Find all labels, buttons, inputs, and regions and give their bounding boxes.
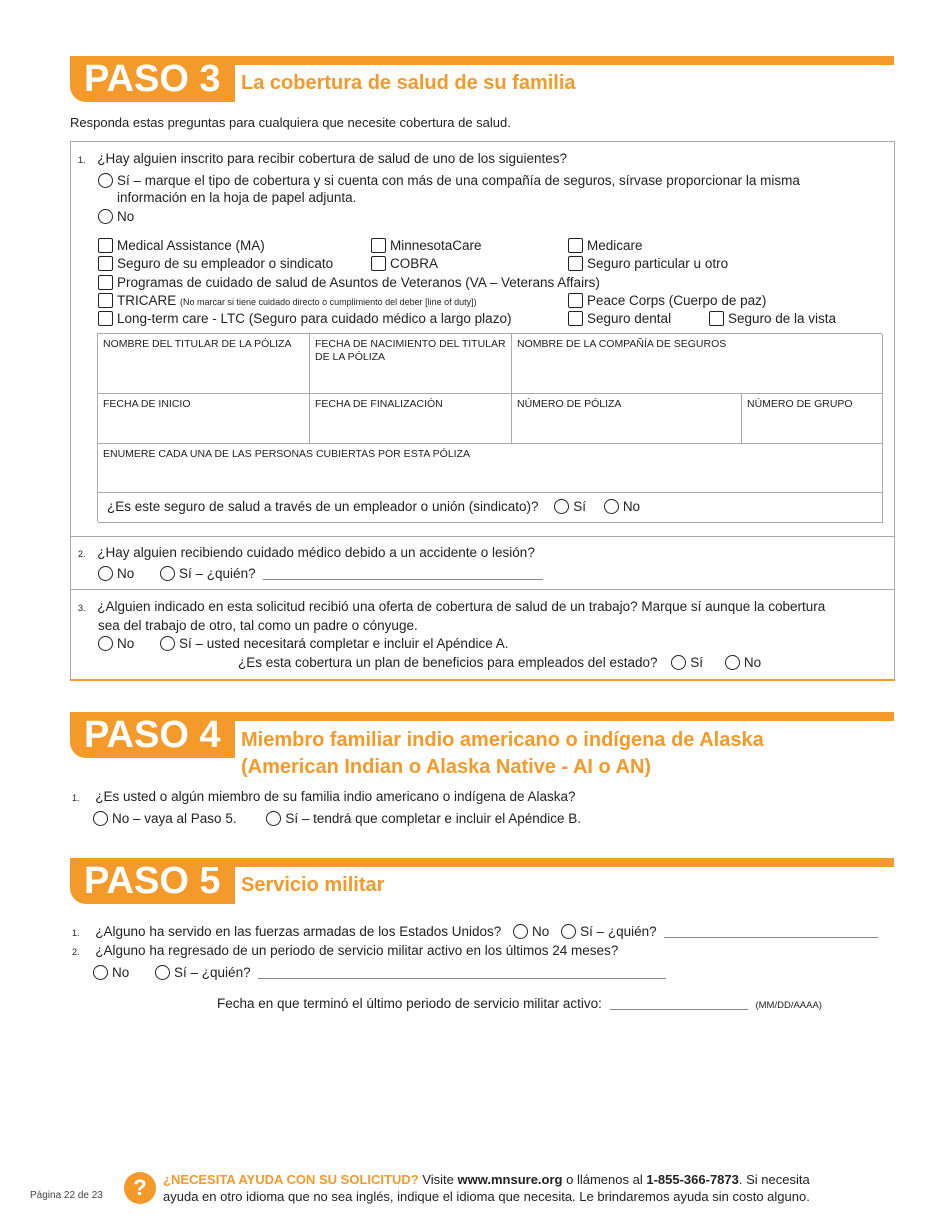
q3-state-text: ¿Es esta cobertura un plan de beneficios para empleados del estado? bbox=[238, 655, 658, 670]
check-medicare[interactable] bbox=[568, 238, 643, 253]
q1-yes-radio[interactable] bbox=[98, 173, 113, 188]
checkbox-vision[interactable] bbox=[709, 311, 724, 326]
step4-q1-text: ¿Es usted o algún miembro de su familia indio americano o indígena de Alaska? bbox=[95, 789, 576, 804]
q1-question bbox=[78, 151, 567, 166]
help-icon: ? bbox=[124, 1172, 156, 1204]
step5-q2-who-field[interactable] bbox=[258, 978, 666, 979]
step5-q2-number: 2. bbox=[72, 947, 80, 957]
q1-no-label: No bbox=[117, 209, 135, 224]
step5-end-date-row bbox=[217, 996, 822, 1011]
employer-yes-option[interactable] bbox=[554, 499, 586, 514]
q1-no-option[interactable] bbox=[98, 209, 134, 224]
label-holder: NOMBRE DEL TITULAR DE LA PÓLIZA bbox=[103, 338, 292, 350]
q2-who-field[interactable] bbox=[263, 579, 543, 580]
step5-header-bar bbox=[226, 858, 894, 867]
employer-no-option[interactable] bbox=[604, 499, 640, 514]
q1-yes-option[interactable] bbox=[98, 172, 800, 206]
step4-no-label: No – vaya al Paso 5. bbox=[112, 811, 237, 826]
q2-number: 2. bbox=[78, 549, 86, 559]
checkbox-mncare[interactable] bbox=[371, 238, 386, 253]
q3-yes-label: Sí – usted necesitará completar e incluir el Apéndice A. bbox=[179, 636, 509, 651]
end-date-label: Fecha en que terminó el último periodo de servicio militar activo: bbox=[217, 996, 602, 1011]
q2-question bbox=[78, 545, 535, 560]
help-rest: . Si necesita bbox=[738, 1172, 810, 1187]
q3-number: 3. bbox=[78, 603, 86, 613]
check-ltc[interactable] bbox=[98, 311, 511, 326]
checkbox-medicare[interactable] bbox=[568, 238, 583, 253]
q1-no-radio[interactable] bbox=[98, 209, 113, 224]
step4-yes-label: Sí – tendrá que completar e incluir el Apéndice B. bbox=[285, 811, 582, 826]
q2-yes-radio[interactable] bbox=[160, 566, 175, 581]
q1-number: 1. bbox=[78, 155, 86, 165]
check-dental[interactable] bbox=[568, 311, 671, 326]
q3-state-yes-option[interactable] bbox=[671, 655, 703, 670]
checkbox-ltc[interactable] bbox=[98, 311, 113, 326]
step4-no-option[interactable] bbox=[93, 811, 237, 826]
step5-q2-yes-label: Sí – ¿quién? bbox=[174, 965, 251, 980]
checkbox-peace[interactable] bbox=[568, 293, 583, 308]
label-vision: Seguro de la vista bbox=[728, 311, 837, 326]
label-company: NOMBRE DE LA COMPAÑÍA DE SEGUROS bbox=[517, 338, 727, 350]
q3-state-yes-label: Sí bbox=[690, 655, 704, 670]
step5-q1-yes-radio[interactable] bbox=[561, 924, 576, 939]
step5-q1-number: 1. bbox=[72, 928, 80, 938]
checkbox-ma[interactable] bbox=[98, 238, 113, 253]
cell-end[interactable] bbox=[310, 394, 512, 444]
step3-intro: Responda estas preguntas para cualquiera que necesite cobertura de salud. bbox=[70, 115, 511, 130]
step4-no-radio[interactable] bbox=[93, 811, 108, 826]
q3-state-yes-radio[interactable] bbox=[671, 655, 686, 670]
cell-covered[interactable] bbox=[98, 444, 883, 493]
q3-state-row bbox=[238, 655, 761, 670]
checkbox-employer[interactable] bbox=[98, 256, 113, 271]
q3-no-radio[interactable] bbox=[98, 636, 113, 651]
check-cobra[interactable] bbox=[371, 256, 438, 271]
check-employer[interactable] bbox=[98, 256, 333, 271]
help-phone[interactable]: 1-855-366-7873 bbox=[646, 1172, 739, 1187]
step5-q1-no-label: No bbox=[532, 924, 550, 939]
step3-title: La cobertura de salud de su familia bbox=[241, 72, 576, 94]
policy-table bbox=[97, 333, 882, 522]
step4-q1-number: 1. bbox=[72, 793, 80, 803]
q3-yes-option[interactable] bbox=[160, 636, 508, 651]
help-url-link[interactable]: www.mnsure.org bbox=[457, 1172, 563, 1187]
cell-policy-num[interactable] bbox=[512, 394, 742, 444]
q3-state-no-radio[interactable] bbox=[725, 655, 740, 670]
tricare-note: (No marcar si tiene cuidado directo o cumplimiento del deber [line of duty]) bbox=[180, 297, 477, 307]
checkbox-cobra[interactable] bbox=[371, 256, 386, 271]
check-tricare[interactable] bbox=[98, 293, 477, 308]
q2-yes-option[interactable] bbox=[160, 566, 256, 581]
separator-q3 bbox=[70, 589, 895, 590]
checkbox-dental[interactable] bbox=[568, 311, 583, 326]
q3-no-option[interactable] bbox=[98, 636, 134, 651]
help-visit: Visite bbox=[422, 1172, 454, 1187]
step5-q2-no-option[interactable] bbox=[93, 965, 129, 980]
label-start: FECHA DE INICIO bbox=[103, 398, 191, 410]
label-policy-num: NÚMERO DE PÓLIZA bbox=[517, 398, 622, 410]
step5-q2-options bbox=[93, 965, 666, 980]
step4-title bbox=[241, 727, 764, 781]
label-dob: FECHA DE NACIMIENTO DEL TITULAR DE LA PÓLIZA bbox=[315, 338, 506, 363]
label-dental: Seguro dental bbox=[587, 311, 672, 326]
page-number: Página 22 de 23 bbox=[30, 1190, 103, 1201]
step5-q2-question bbox=[72, 943, 618, 958]
step4-yes-radio[interactable] bbox=[266, 811, 281, 826]
step4-tab: PASO 4 bbox=[70, 712, 235, 758]
label-covered: ENUMERE CADA UNA DE LAS PERSONAS CUBIERTAS POR ESTA PÓLIZA bbox=[103, 448, 471, 460]
q3-no-label: No bbox=[117, 636, 135, 651]
q3-question bbox=[78, 598, 825, 634]
q2-options bbox=[98, 566, 543, 581]
employer-yes-radio[interactable] bbox=[554, 499, 569, 514]
step5-q1-text: ¿Alguno ha servido en las fuerzas armadas de los Estados Unidos? bbox=[95, 924, 502, 939]
label-medicare: Medicare bbox=[587, 238, 643, 253]
step5-q2-no-radio[interactable] bbox=[93, 965, 108, 980]
q2-no-option[interactable] bbox=[98, 566, 134, 581]
check-private[interactable] bbox=[568, 256, 728, 271]
q1-text: ¿Hay alguien inscrito para recibir cobertura de salud de uno de los siguientes? bbox=[97, 151, 568, 166]
step4-yes-option[interactable] bbox=[266, 811, 581, 826]
q2-text: ¿Hay alguien recibiendo cuidado médico debido a un accidente o lesión? bbox=[97, 545, 535, 560]
step5-q1-row bbox=[72, 924, 878, 939]
label-employer: Seguro de su empleador o sindicato bbox=[117, 256, 334, 271]
checkbox-va[interactable] bbox=[98, 275, 113, 290]
q3-text: ¿Alguien indicado en esta solicitud recibió una oferta de cobertura de salud de un trabajo? Marque sí aunque la cobertura bbox=[97, 599, 826, 614]
cell-dob[interactable] bbox=[310, 334, 512, 394]
step4-title-line2: (American Indian o Alaska Native - AI o AN) bbox=[241, 756, 652, 778]
q3-text-cont: sea del trabajo de otro, tal como un padre o cónyuge. bbox=[98, 618, 418, 633]
q2-yes-label: Sí – ¿quién? bbox=[179, 566, 256, 581]
help-call: o llámenos al bbox=[566, 1172, 643, 1187]
label-ltc: Long-term care - LTC (Seguro para cuidado médico a largo plazo) bbox=[117, 311, 512, 326]
employer-no-label: No bbox=[622, 499, 641, 514]
checkbox-tricare[interactable] bbox=[98, 293, 113, 308]
label-cobra: COBRA bbox=[390, 256, 439, 271]
step5-q2-yes-radio[interactable] bbox=[155, 965, 170, 980]
step5-q1-yes-option[interactable] bbox=[561, 924, 657, 939]
label-end: FECHA DE FINALIZACIÓN bbox=[315, 398, 443, 410]
cell-holder[interactable] bbox=[98, 334, 310, 394]
label-va: Programas de cuidado de salud de Asuntos de Veteranos (VA – Veterans Affairs) bbox=[117, 275, 600, 290]
step5-q2-text: ¿Alguno ha regresado de un periodo de servicio militar activo en los últimos 24 meses? bbox=[95, 943, 619, 958]
step5-q1-no-radio[interactable] bbox=[513, 924, 528, 939]
step5-q1-who-field[interactable] bbox=[664, 937, 878, 938]
q3-state-no-label: No bbox=[743, 655, 762, 670]
checkbox-private[interactable] bbox=[568, 256, 583, 271]
separator-q2 bbox=[70, 536, 895, 537]
cell-start[interactable] bbox=[98, 394, 310, 444]
step5-q1-yes-label: Sí – ¿quién? bbox=[580, 924, 657, 939]
step3-tab: PASO 3 bbox=[70, 56, 235, 102]
label-peace: Peace Corps (Cuerpo de paz) bbox=[587, 293, 767, 308]
employer-yes-label: Sí bbox=[573, 499, 587, 514]
check-vision[interactable] bbox=[709, 311, 836, 326]
step4-q1-question bbox=[72, 789, 576, 804]
label-group-num: NÚMERO DE GRUPO bbox=[747, 398, 853, 410]
date-format-hint: (MM/DD/AAAA) bbox=[755, 1000, 822, 1011]
q1-yes-label: Sí – marque el tipo de cobertura y si cuenta con más de una compañía de seguros, sírvase proporcionar la misma bbox=[117, 173, 800, 188]
label-tricare: TRICARE bbox=[117, 293, 177, 308]
check-peace[interactable] bbox=[568, 293, 766, 308]
q3-options bbox=[98, 636, 508, 651]
check-va[interactable] bbox=[98, 275, 600, 290]
check-mncare[interactable] bbox=[371, 238, 482, 253]
step5-tab: PASO 5 bbox=[70, 858, 235, 904]
cell-group-num[interactable] bbox=[742, 394, 883, 444]
employer-no-radio[interactable] bbox=[604, 499, 619, 514]
label-mncare: MinnesotaCare bbox=[390, 238, 482, 253]
step5-title: Servicio militar bbox=[241, 874, 385, 896]
q3-state-no-option[interactable] bbox=[725, 655, 761, 670]
help-line2: ayuda en otro idioma que no sea inglés, indique el idioma que necesita. Le brindaremos ayuda sin costo alguno. bbox=[163, 1189, 810, 1204]
check-ma[interactable] bbox=[98, 238, 265, 253]
step4-title-line1: Miembro familiar indio americano o indígena de Alaska bbox=[241, 729, 764, 751]
end-date-field[interactable] bbox=[610, 1009, 748, 1010]
q1-yes-label-cont: información en la hoja de papel adjunta. bbox=[117, 190, 357, 205]
q3-yes-radio[interactable] bbox=[160, 636, 175, 651]
q2-no-label: No bbox=[117, 566, 135, 581]
help-title: ¿NECESITA AYUDA CON SU SOLICITUD? bbox=[163, 1172, 419, 1187]
employer-q-text: ¿Es este seguro de salud a través de un empleador o unión (sindicato)? bbox=[107, 499, 539, 514]
label-ma: Medical Assistance (MA) bbox=[117, 238, 265, 253]
step4-q1-options bbox=[93, 811, 581, 826]
step3-header-bar bbox=[226, 56, 894, 65]
footer-help-text bbox=[163, 1171, 810, 1205]
step5-q1-no-option[interactable] bbox=[513, 924, 549, 939]
step4-header-bar bbox=[226, 712, 894, 721]
step5-q2-yes-option[interactable] bbox=[155, 965, 251, 980]
step5-q2-no-label: No bbox=[112, 965, 130, 980]
cell-company[interactable] bbox=[512, 334, 883, 394]
q2-no-radio[interactable] bbox=[98, 566, 113, 581]
employer-question-row bbox=[98, 493, 883, 523]
label-private: Seguro particular u otro bbox=[587, 256, 729, 271]
